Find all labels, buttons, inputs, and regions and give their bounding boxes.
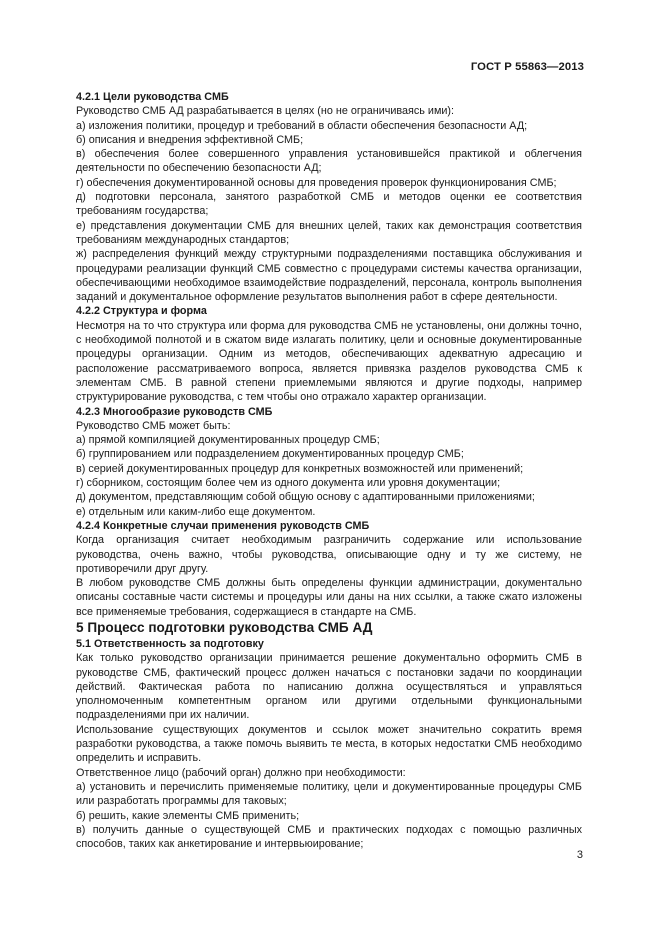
list-item: г) обеспечения документированной основы для проведения проверок функционирования СМБ; <box>76 176 557 189</box>
paragraph: Как только руководство организации принимается решение документально оформить СМБ в руководстве СМБ, фактический процесс должен начаться с постановки задачи по координации действий. Фактическая работа по написанию должна осуществляться и управляться уполномоченным компетентным органом или другими отдельными функциональными подразделениями при их наличии. <box>76 652 582 722</box>
list-item: е) отдельным или каким-либо еще документом. <box>76 505 316 518</box>
list-item: б) описания и внедрения эффективной СМБ; <box>76 133 304 146</box>
section-5-title: 5 Процесс подготовки руководства СМБ АД <box>76 619 373 635</box>
section-5-1-title: 5.1 Ответственность за подготовку <box>76 637 264 650</box>
list-item: ж) распределения функций между структурными подразделениями поставщика обслуживания и процедурами реализации функций СМБ совместно с процедурами системы качества организации, обеспечивающими необходимое взаимодействие подразделений, персонала, контроль выполнения заданий и документальное оформление результатов выполнения работ в сфере деятельности. <box>76 248 582 304</box>
section-4-2-2-title: 4.2.2 Структура и форма <box>76 305 207 318</box>
list-item: в) получить данные о существующей СМБ и практических подходах с помощью различных способов, таких как анкетирование и интервьюирование; <box>76 823 582 851</box>
list-item: б) решить, какие элементы СМБ применить; <box>76 809 300 822</box>
list-item: е) представления документации СМБ для внешних целей, таких как демонстрация соответствия требованиям международных стандартов; <box>76 219 582 246</box>
paragraph: Когда организация считает необходимым разграничить содержание или использование руководства, очень важно, чтобы руководства, описывающие одну и ту же систему, не противоречили друг другу. <box>76 534 582 575</box>
list-item: а) установить и перечислить применяемые политику, цели и документированные процедуры СМБ или разработать программы для таковых; <box>76 780 582 808</box>
paragraph: Руководство СМБ может быть: <box>76 419 231 432</box>
paragraph: Несмотря на то что структура или форма для руководства СМБ не установлены, они должны точно, с необходимой полнотой и в сжатом виде излагать политику, цели и основные документированные процедуры организации. Одним из методов, обеспечивающих адекватную адресацию и расположение рассматриваемого вопроса, является привязка разделов руководства СМБ к элементам СМБ. В равной степени приемлемыми являются и другие подходы, например структурирование руководства, с тем чтобы оно отражало характер организации. <box>76 319 582 404</box>
section-4-2-4-title: 4.2.4 Конкретные случаи применения руководств СМБ <box>76 519 370 532</box>
paragraph: Руководство СМБ АД разрабатывается в целях (но не ограничиваясь ими): <box>76 105 455 118</box>
document-id: ГОСТ Р 55863—2013 <box>470 61 584 73</box>
document-body <box>76 90 582 851</box>
section-4-2-3-title: 4.2.3 Многообразие руководств СМБ <box>76 405 273 418</box>
paragraph: В любом руководстве СМБ должны быть определены функции администрации, документально описаны составные части системы и процедуры или даны на них ссылки, а также сжато изложены все применяемые требования, содержащиеся в стандарте на СМБ. <box>76 577 582 618</box>
list-item: в) серией документированных процедур для конкретных возможностей или применений; <box>76 462 524 475</box>
paragraph: Ответственное лицо (рабочий орган) должно при необходимости: <box>76 766 406 779</box>
list-item: г) сборником, состоящим более чем из одного документа или уровня документации; <box>76 477 501 490</box>
paragraph: Использование существующих документов и ссылок может значительно сократить время разработки руководства, а также помочь выявить те места, в которых недостатки СМБ необходимо определить и исправить. <box>76 723 582 765</box>
list-item: в) обеспечения более совершенного управления установившейся практикой и облегчения деятельности по обеспечению безопасности АД; <box>76 148 582 175</box>
list-item: б) группированием или подразделением документированных процедур СМБ; <box>76 448 464 461</box>
section-4-2-1-title: 4.2.1 Цели руководства СМБ <box>76 91 229 103</box>
list-item: д) подготовки персонала, занятого разработкой СМБ и методов оценки ее соответствия требованиям государства; <box>76 191 582 218</box>
page-number: 3 <box>576 849 583 861</box>
list-item: а) прямой компиляцией документированных процедур СМБ; <box>76 434 380 447</box>
list-item: а) изложения политики, процедур и требований в области обеспечения безопасности АД; <box>76 119 528 132</box>
list-item: д) документом, представляющим собой общую основу с адаптированными приложениями; <box>76 491 535 504</box>
